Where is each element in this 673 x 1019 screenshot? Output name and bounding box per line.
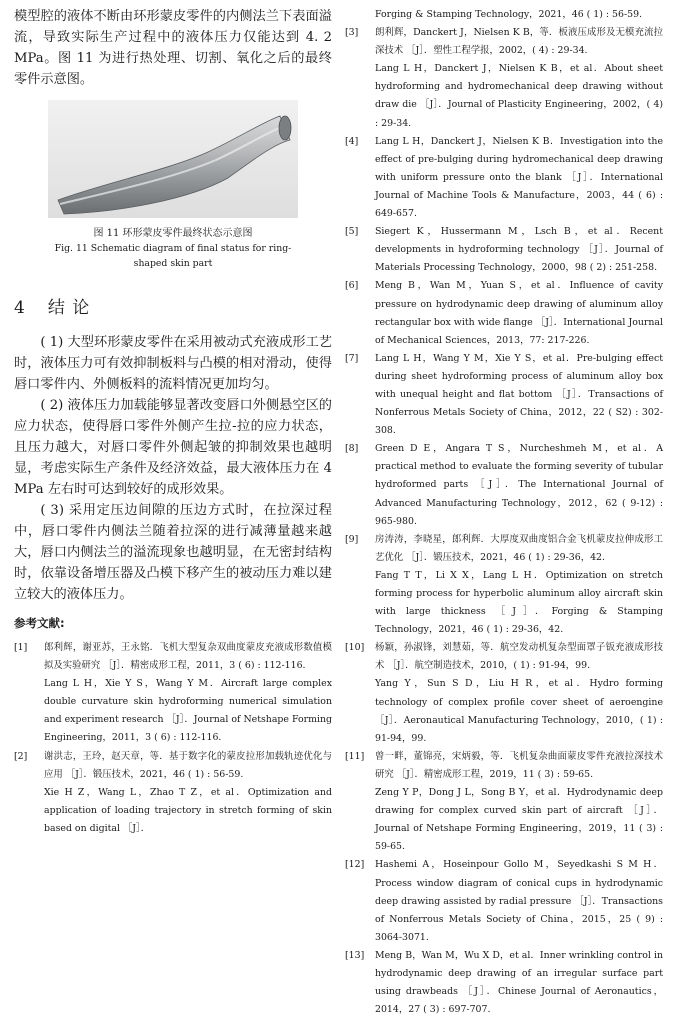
reference-text: Fang T T，Li X X，Lang L H．Optimization on stretch forming process for hyperbolic aluminum alloy aircraft skin with large thickness ［J］．Forging & Stamping Technology，2021，46 ( 1) : 29-36，42. xyxy=(375,569,663,636)
reference-text: Meng B，Wan M，Yuan S，et al．Influence of cavity pressure on hydrodynamic deep drawing of aluminum alloy rectangular box with wide flange ［J］．International Journal of Mechanical Sciences，2013，77: 217-226. xyxy=(375,280,663,346)
reference-number: [8] xyxy=(345,443,359,455)
intro-paragraph: 模型腔的液体不断由环形蒙皮零件的内侧法兰下表面溢流，导致实际生产过程中的液体压力仅能达到 4. 2 MPa。图 11 为进行热处理、切割、氧化之后的最终零件示意图。 xyxy=(14,9,332,87)
reference-text: Xie H Z，Wang L，Zhao T Z，et al．Optimization and application of loading trajectory in stretch forming of skin based on digital ［J］． xyxy=(44,786,332,834)
reference-item xyxy=(345,350,663,440)
reference-text: 朗利辉，Danckert J，Nielsen K B，等．板液压成形及无模充流拉深技术 ［J］．塑性工程学报，2002，( 4) : 29-34. xyxy=(375,27,663,57)
figure-11 xyxy=(14,100,332,271)
reference-text: 杨颖，孙淑锋，刘慧茹，等．航空发动机复杂型面罩子钣充液成形技术 ［J］．航空制造技术，2010，( 1) : 91-94，99. xyxy=(375,642,663,672)
reference-text: Meng B，Wan M，Wu X D，et al．Inner wrinkling control in hydrodynamic deep drawing of an irregular surface part using drawbeads ［J］．Chinese Journal of Aeronautics，2014，27 ( 3) : 697-707. xyxy=(375,949,663,1016)
figure-caption-cn: 图 11 环形蒙皮零件最终状态示意图 xyxy=(93,228,253,239)
reference-text: 曾一畔，董锦亮，宋炳毅，等．飞机复杂曲面蒙皮零件充液拉深技术研究 ［J］．精密成形工程，2019，11 ( 3) : 59-65. xyxy=(375,750,663,780)
reference-continuation: Forging & Stamping Technology，2021，46 ( 1) : 56-59. xyxy=(375,9,643,20)
reference-number: [1] xyxy=(14,642,28,653)
reference-item xyxy=(345,133,663,223)
reference-text: Zeng Y P，Dong J L，Song B Y，et al．Hydrodynamic deep drawing for complex curved skin part of aircraft ［J］．Journal of Netshape Forming Engineering，2019，11 ( 3) : 59-65. xyxy=(375,787,663,853)
reference-text: 郎利辉，谢亚苏，王永铭．飞机大型复杂双曲度蒙皮充液成形数值模拟及实验研究 ［J］．精密成形工程，2011，3 ( 6) : 112-116. xyxy=(44,642,332,672)
reference-number: [9] xyxy=(345,533,359,545)
reference-number: [7] xyxy=(345,352,359,364)
figure-caption-en: Fig. 11 Schematic diagram of final status for ring-shaped skin part xyxy=(54,243,292,269)
section-number: 4 xyxy=(14,298,26,318)
reference-number: [6] xyxy=(345,280,359,292)
section-heading xyxy=(14,293,332,318)
reference-item xyxy=(345,947,663,1019)
reference-item xyxy=(345,748,663,857)
reference-number: [2] xyxy=(14,750,28,762)
reference-item xyxy=(345,24,663,133)
ring-skin-part-image xyxy=(48,100,298,218)
reference-number: [11] xyxy=(345,750,365,762)
reference-number: [10] xyxy=(345,642,365,654)
right-column xyxy=(345,6,663,1019)
references-heading: 参考文献: xyxy=(14,616,65,630)
reference-text: Green D E，Angara T S，Nurcheshmeh M，et al．A practical method to evaluate the forming severity of tubular hydroformed parts ［J］．The International Journal of Advanced Manufacturing Technology，2012，62 ( 9-12) : 965-980. xyxy=(375,443,663,527)
reference-text: Yang Y，Sun S D，Liu H R，et al．Hydro forming technology of complex profile cover sheet of aeroengine ［J］．Aeronautical Manufacturing Technology，2010，( 1) : 91-94，99. xyxy=(375,678,663,744)
reference-item xyxy=(345,277,663,349)
reference-text: Lang L H，Danckert J，Nielsen K B．Investigation into the effect of pre-bulging during hydromechanical deep drawing with uniform pressure onto the blank ［J］．International Journal of Machine Tools & Manufacture，2003，44 ( 6) : 649-657. xyxy=(375,135,663,220)
conclusion-2: ( 2) 液体压力加载能够显著改变唇口外侧悬空区的应力状态，使得唇口零件外侧产生拉-拉的应力状态，且压力越大，对唇口零件外侧起皱的抑制效果也越明显，考虑实际生产条件及经济效益，最大液体压力在 4 MPa 左右时可达到较好的成形效果。 xyxy=(14,398,332,497)
reference-number: [3] xyxy=(345,27,359,39)
reference-text: Lang L H，Xie Y S，Wang Y M．Aircraft large complex double curvature skin hydroforming numerical simulation and experiment research ［J］．Journal of Netshape Forming Engineering，2011，3 ( 6) : 112-116. xyxy=(44,678,332,744)
reference-text: Siegert K，Hussermann M，Lsch B，et al．Recent developments in hydroforming technology ［J］．Journal of Materials Processing Technology，2000，98 ( 2) : 251-258. xyxy=(375,226,663,274)
reference-item xyxy=(14,639,332,748)
conclusion-3: ( 3) 采用定压边间隙的压边方式时，在拉深过程中，唇口零件内侧法兰随着拉深的进行减薄量越来越大，唇口内侧法兰的溢流现象也越明显，在无密封结构时，依靠设备增压器及凸模下移产生的被动压力难以建立较大的液体压力。 xyxy=(14,503,332,602)
reference-item xyxy=(345,440,663,530)
reference-item xyxy=(345,639,663,748)
reference-text: Hashemi A，Hoseinpour Gollo M，Seyedkashi S M H．Process window diagram of conical cups in hydrodynamic deep drawing assisted by radial pressure ［J］．Transactions of Nonferrous Metals Society of China，2015，25 ( 9) : 3064-3071. xyxy=(375,859,663,943)
reference-text: Lang L H，Wang Y M，Xie Y S，et al．Pre-bulging effect during sheet hydroforming process of aluminum alloy box with unequal height and flat bottom ［J］．Transactions of Nonferrous Metals Society of China，2012，22 ( S2) : 302-308. xyxy=(375,352,663,437)
reference-text: 房涛涛，李晓星，郎利辉．大厚度双曲度铝合金飞机蒙皮拉伸成形工艺优化 ［J］．锻压技术，2021，46 ( 1) : 29-36，42. xyxy=(375,533,663,563)
reference-item xyxy=(345,223,663,277)
section-title: 结 论 xyxy=(47,298,91,318)
reference-number: [4] xyxy=(345,135,359,147)
left-column xyxy=(14,6,332,838)
reference-text: Lang L H，Danckert J，Nielsen K B，et al．About sheet hydroforming and hydromechanical deep drawing without draw die ［J］．Journal of Plasticity Engineering，2002，( 4) : 29-34. xyxy=(375,63,663,129)
reference-item xyxy=(345,531,663,640)
reference-item xyxy=(14,748,332,838)
reference-number: [12] xyxy=(345,859,365,871)
reference-item xyxy=(345,856,663,946)
reference-text: 谢洪志，王玲，赵天章，等．基于数字化的蒙皮拉形加载轨迹优化与应用 ［J］．锻压技术，2021，46 ( 1) : 56-59. xyxy=(44,750,332,780)
reference-number: [13] xyxy=(345,949,365,961)
conclusion-1: ( 1) 大型环形蒙皮零件在采用被动式充液成形工艺时，液体压力可有效抑制板料与凸模的相对滑动，使得唇口零件内、外侧板料的流料情况更加均匀。 xyxy=(14,335,332,392)
reference-number: [5] xyxy=(345,226,359,238)
